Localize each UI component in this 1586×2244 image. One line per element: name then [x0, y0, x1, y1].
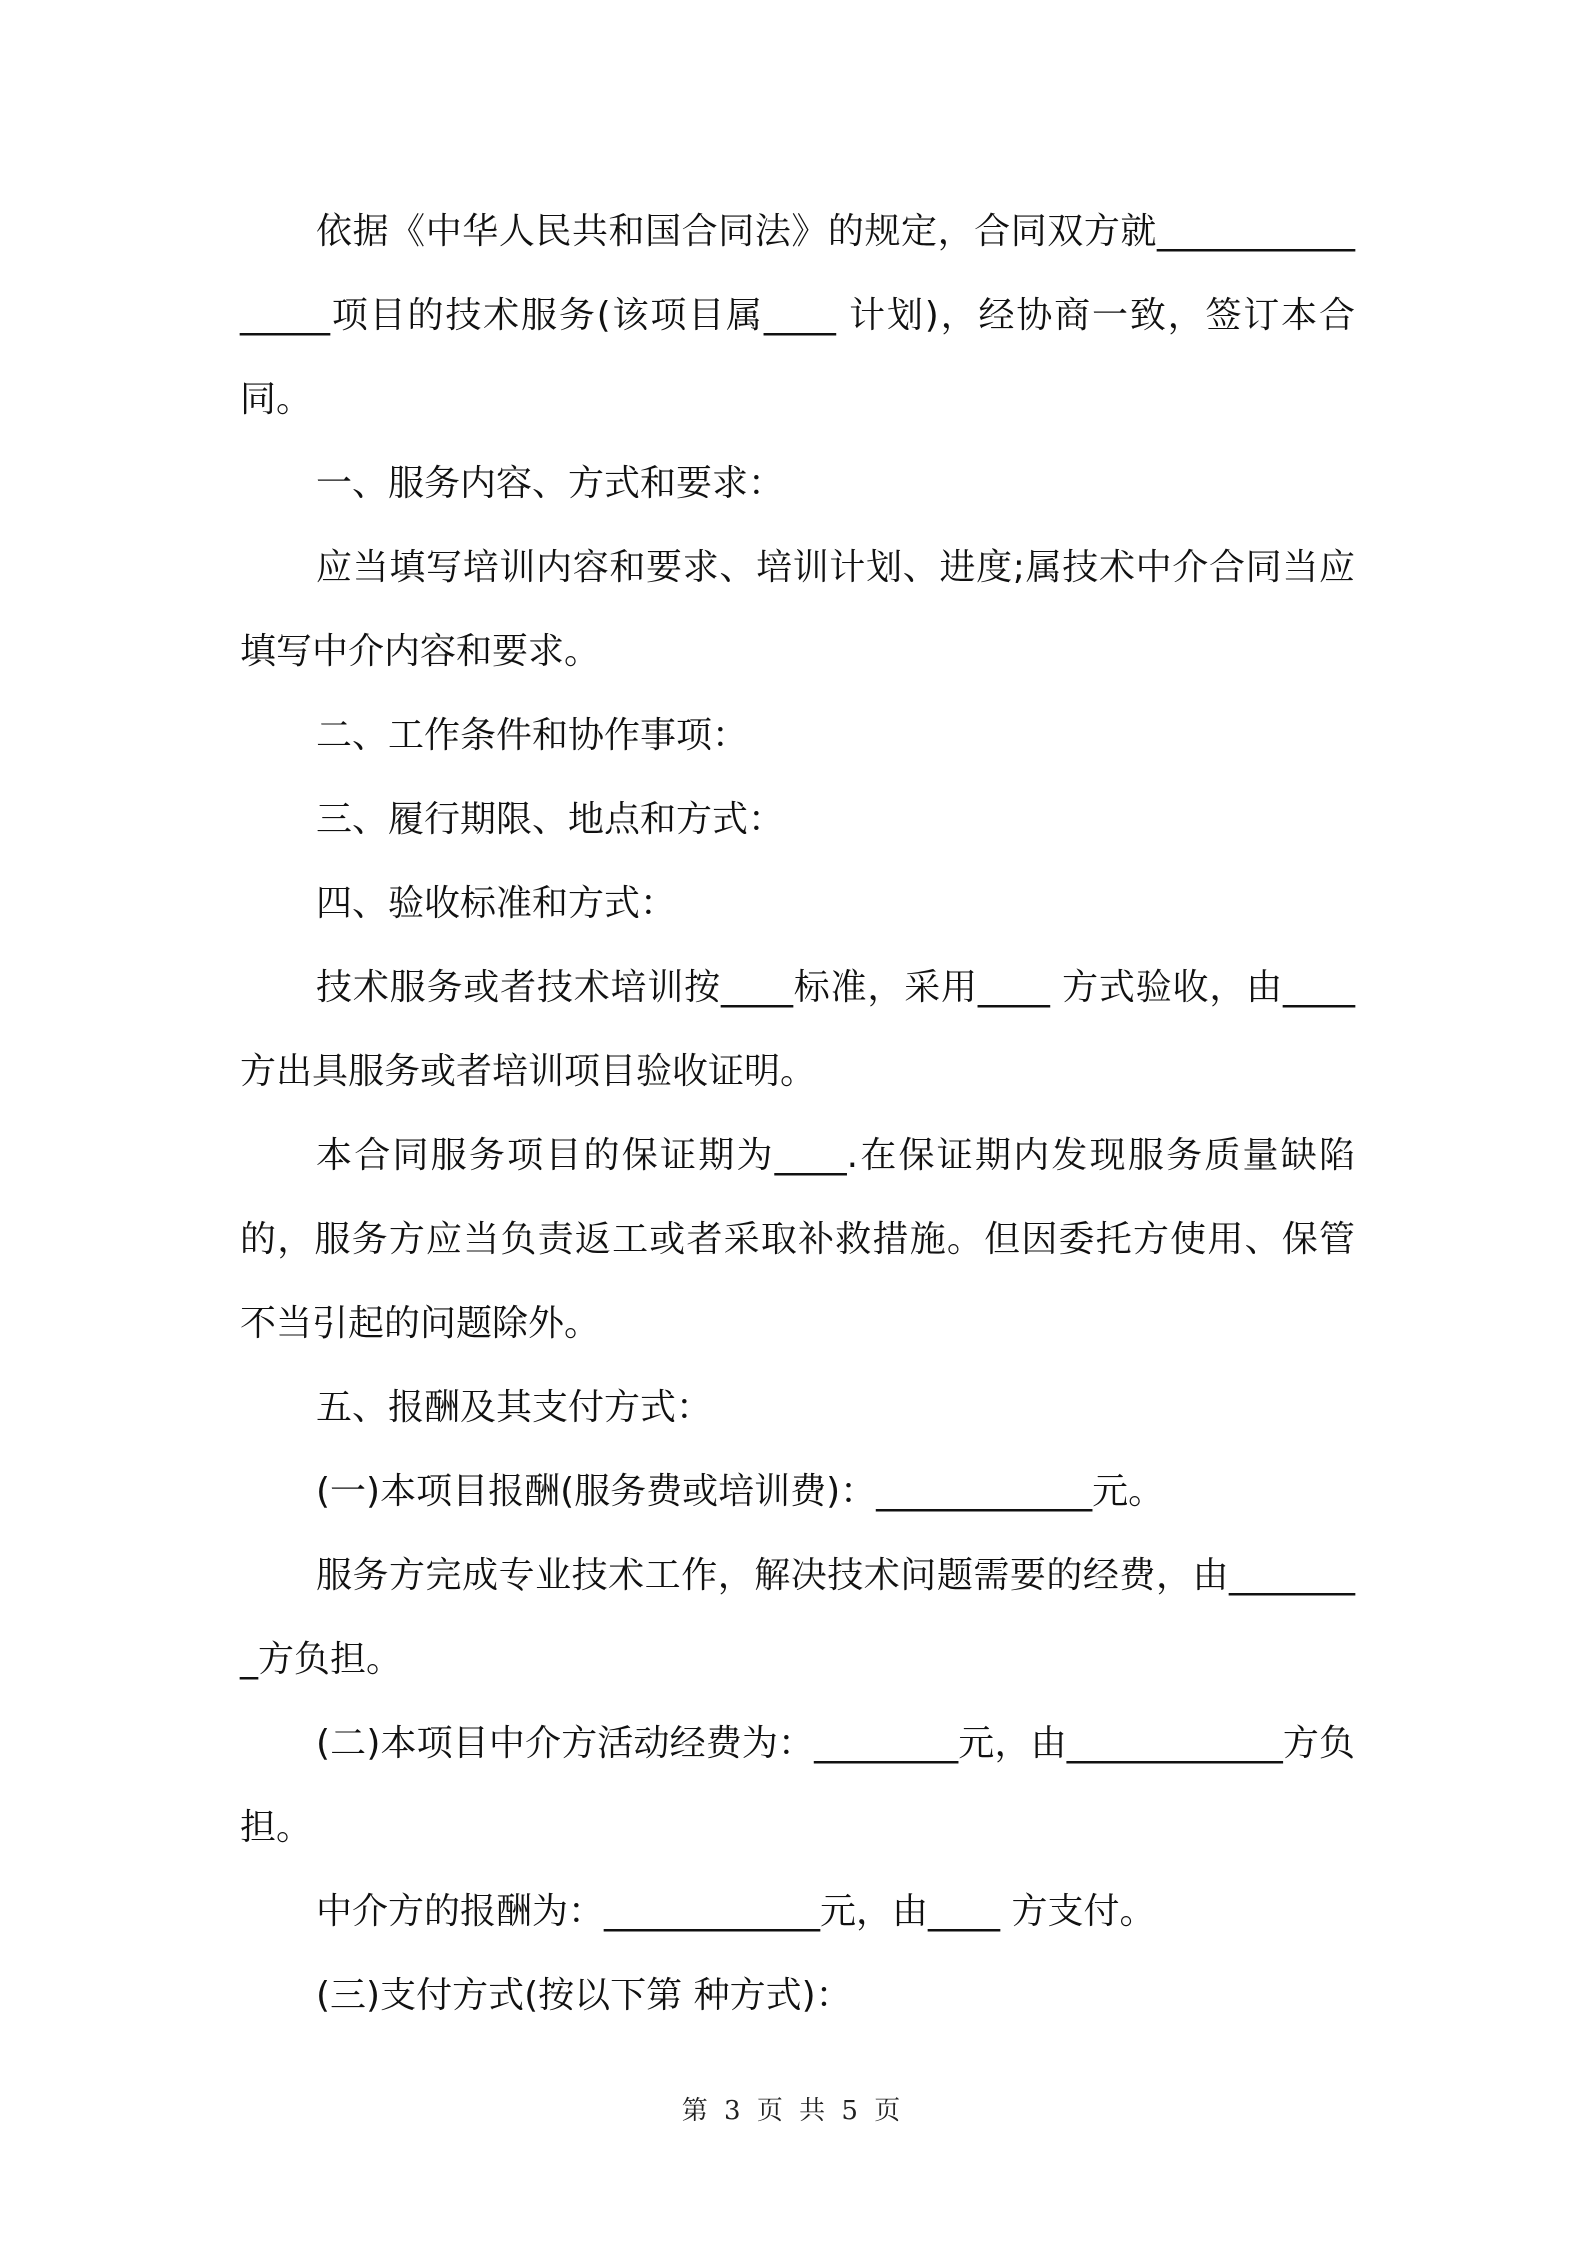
paragraph-warranty-period: 本合同服务项目的保证期为____.在保证期内发现服务质量缺陷的，服务方应当负责返工或者采取补救措施。但因委托方使用、保管不当引起的问题除外。 [240, 1135, 1355, 1344]
section-heading-acceptance: 四、验收标准和方式： [316, 883, 677, 924]
section-heading-service-content: 一、服务内容、方式和要求： [316, 463, 785, 504]
paragraph-project-fee: (一)本项目报酬(服务费或培训费)：____________元。 [316, 1471, 1165, 1512]
paragraph-acceptance-standard: 技术服务或者技术培训按____标准，采用____ 方式验收，由____方出具服务或者培训项目验收证明。 [240, 967, 1355, 1092]
paragraph-expense-bearer: 服务方完成专业技术工作，解决技术问题需要的经费，由________方负担。 [240, 1555, 1355, 1680]
paragraph-intermediary-expenses: (二)本项目中介方活动经费为：________元，由____________方负担。 [240, 1723, 1355, 1848]
paragraph-training-content: 应当填写培训内容和要求、培训计划、进度;属技术中介合同当应填写中介内容和要求。 [240, 547, 1355, 672]
paragraph-intermediary-fee: 中介方的报酬为：____________元，由____ 方支付。 [316, 1891, 1156, 1932]
paragraph-preamble: 依据《中华人民共和国合同法》的规定，合同双方就________________项目的技术服务(该项目属____ 计划)，经协商一致，签订本合同。 [240, 211, 1355, 420]
section-heading-work-conditions: 二、工作条件和协作事项： [316, 715, 749, 756]
section-heading-performance-period: 三、履行期限、地点和方式： [316, 799, 785, 840]
document-body [240, 190, 1355, 2038]
paragraph-payment-method: (三)支付方式(按以下第 种方式)： [316, 1975, 852, 2016]
section-heading-payment: 五、报酬及其支付方式： [316, 1387, 713, 1428]
page-number-footer: 第 3 页 共 5 页 [681, 2096, 905, 2126]
